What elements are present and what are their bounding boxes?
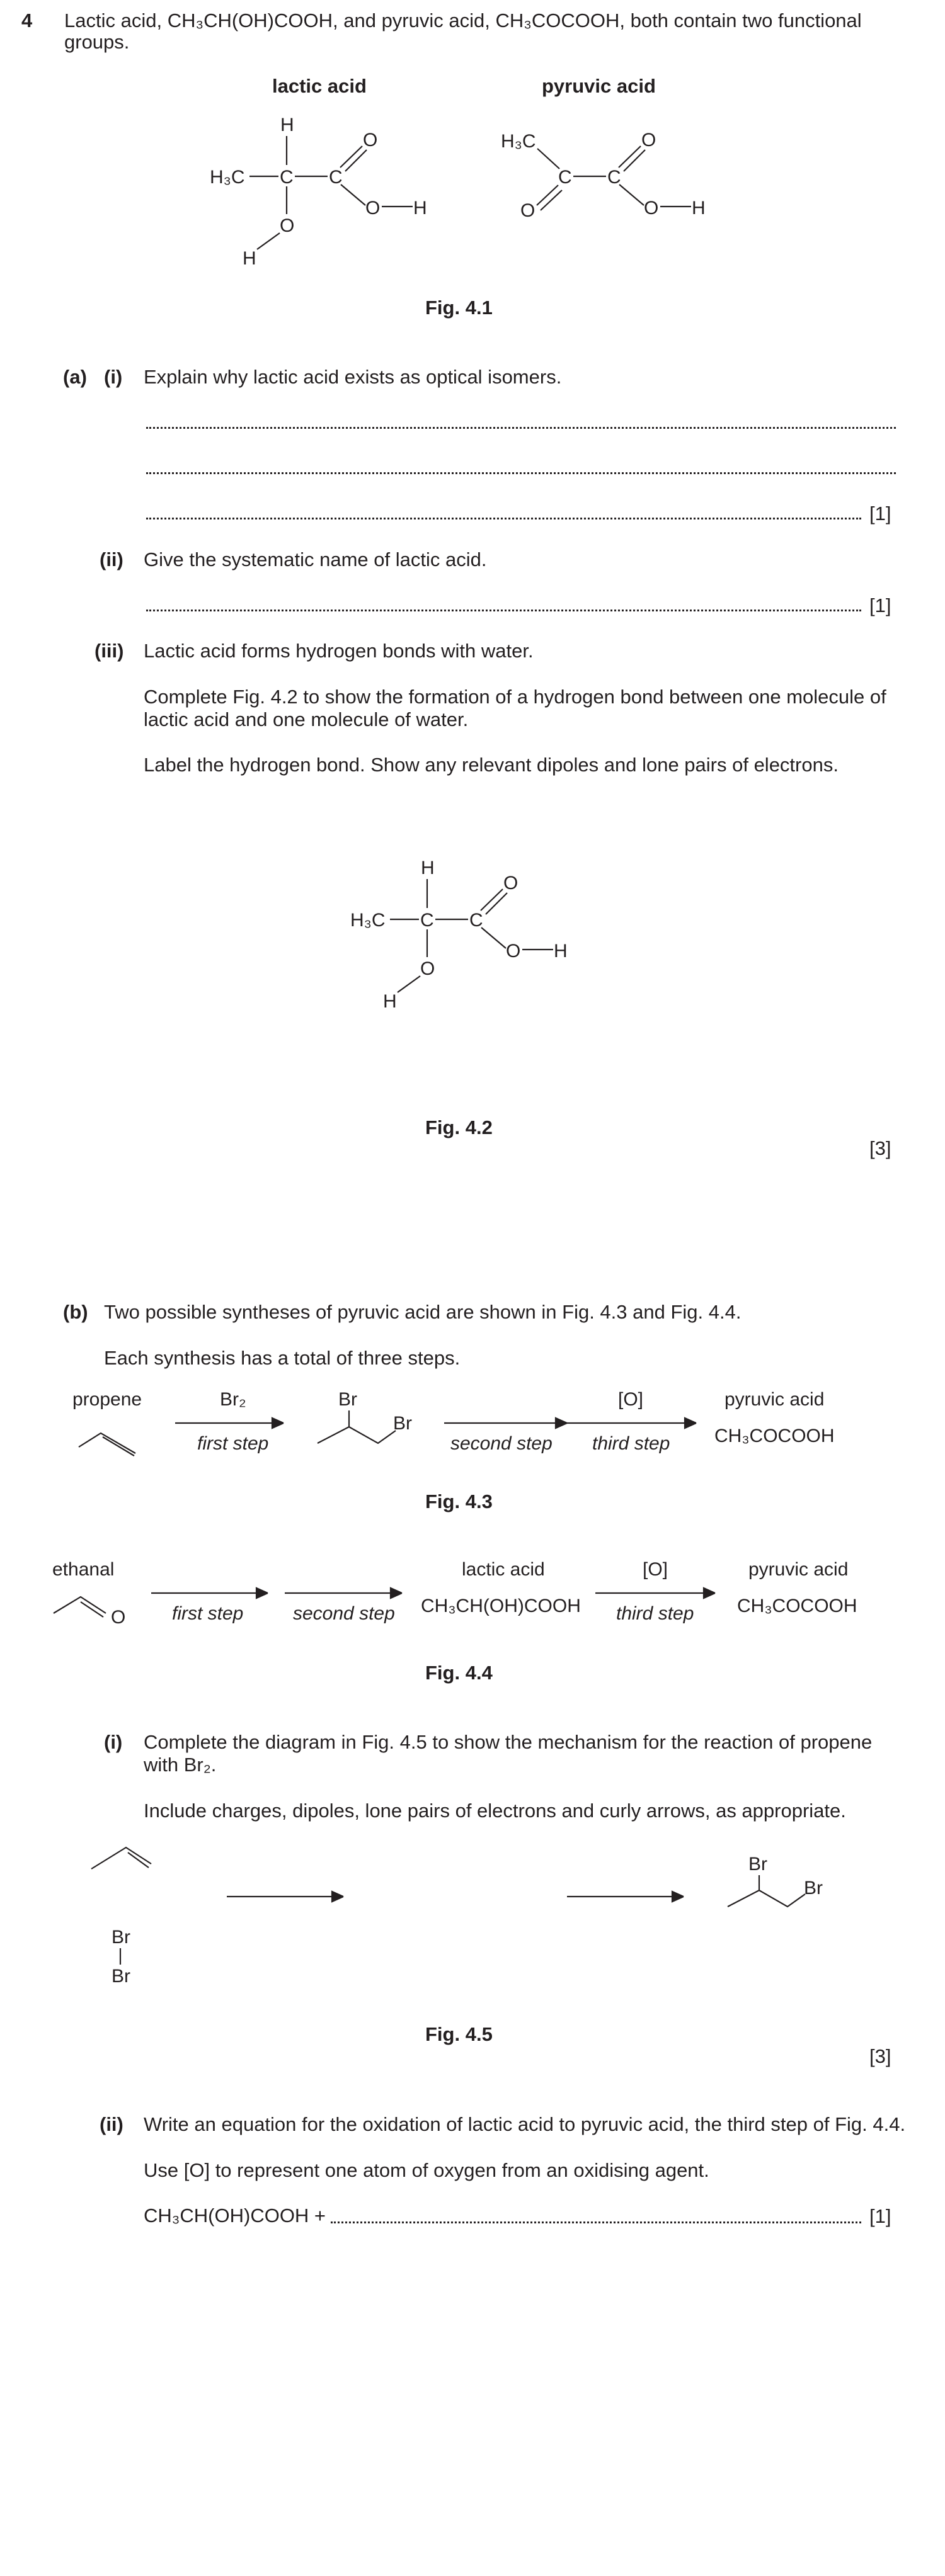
third-step-label: third step [616,1603,694,1624]
intro-text-line1: Lactic acid, CH₃CH(OH)COOH, and pyruvic acid, CH₃COCOOH, both contain two functional [64,9,862,31]
propene-skeletal [91,1847,151,1869]
part-a-iii-text3: Label the hydrogen bond. Show any relevant dipoles and lone pairs of electrons. [144,754,839,776]
fig-4-3-scheme [0,1379,945,1480]
part-a-label: (a) [63,366,87,388]
lactic-acid-formula: CH₃CH(OH)COOH [421,1596,581,1616]
atom-c-carboxyl: C [329,167,343,188]
fig-4-2-lactic-acid-structure[interactable] [0,844,945,1033]
propene-skeletal [79,1433,135,1453]
atom-o-hydroxyl: O [506,941,521,962]
atom-c-keto: C [558,167,572,188]
fig-4-2-caption: Fig. 4.2 [425,1116,493,1138]
answer-line[interactable] [146,610,861,611]
atom-c-center: C [420,910,434,931]
atom-br-bottom: Br [112,1966,130,1987]
atom-o-alcohol: O [420,958,435,979]
atom-o-double: O [641,130,656,150]
part-b-i-label: (i) [104,1731,123,1753]
atom-o-double: O [363,130,378,150]
answer-line[interactable] [146,427,896,429]
fig-4-5-caption: Fig. 4.5 [425,2023,493,2045]
ethanal-skeletal [54,1597,106,1613]
fig-4-4-scheme [0,1549,945,1650]
part-a-ii-text: Give the systematic name of lactic acid. [144,548,487,570]
arrow-head [556,1418,567,1428]
atom-o-hydroxyl: O [365,198,381,218]
arrow-head [685,1418,696,1428]
lactic-acid-label: lactic acid [272,75,367,97]
atom-o-double: O [503,873,518,894]
arrow-head [272,1418,284,1428]
atom-o-alcohol: O [280,215,295,236]
atom-br: Br [804,1878,823,1898]
dibromopropane-skeletal [318,1427,396,1443]
second-step-label: second step [293,1603,395,1624]
arrow-head [332,1892,343,1902]
part-b-label: (b) [63,1301,88,1323]
question-number: 4 [21,9,33,31]
mark-allocation: [1] [869,502,891,525]
atom-h-hydroxyl: H [554,941,568,962]
fig-4-1-caption: Fig. 4.1 [425,297,493,319]
atom-h-alcohol: H [243,248,256,269]
mark-allocation: [3] [869,2045,891,2067]
part-a-iii-text2b: lactic acid and one molecule of water. [144,708,469,730]
atom-br-top: Br [112,1927,130,1948]
pyruvic-acid-label: pyruvic acid [542,75,656,97]
pyruvic-acid-formula: CH₃COCOOH [714,1426,835,1446]
part-a-i-text: Explain why lactic acid exists as optical isomers. [144,366,562,388]
atom-br: Br [393,1413,412,1434]
equation-prefix: CH₃CH(OH)COOH + [144,2204,326,2227]
part-b-ii-label: (ii) [100,2113,123,2135]
part-a-ii-label: (ii) [100,548,123,570]
oxidant-label: [O] [643,1559,668,1580]
atom-o: O [111,1607,126,1628]
arrow-head [704,1588,715,1598]
atom-h3c: H₃C [350,910,386,931]
dibromopropane-skeletal [728,1890,805,1907]
answer-line[interactable] [146,518,861,519]
atom-c-center: C [280,167,294,188]
pyruvic-acid-structure [501,130,706,221]
part-b-ii-text2: Use [O] to represent one atom of oxygen from an oxidising agent. [144,2159,709,2181]
oxidant-label: [O] [618,1389,644,1410]
part-a-iii-text1: Lactic acid forms hydrogen bonds with water. [144,640,534,662]
pyruvic-acid-label: pyruvic acid [724,1389,825,1410]
first-step-label: first step [197,1433,269,1454]
arrow-head [391,1588,402,1598]
part-b-ii-text1: Write an equation for the oxidation of lactic acid to pyruvic acid, the third step of Fig. 4.4. [144,2113,906,2135]
answer-line[interactable] [146,472,896,474]
third-step-label: third step [592,1433,670,1454]
arrow-head [256,1588,268,1598]
atom-h3c: H₃C [501,131,536,152]
lactic-acid-label: lactic acid [462,1559,545,1580]
atom-o-keto: O [520,200,536,221]
pyruvic-acid-formula: CH₃COCOOH [737,1596,857,1616]
part-b-i-text1: Complete the diagram in Fig. 4.5 to show the mechanism for the reaction of propene [144,1731,873,1753]
fig-4-3-caption: Fig. 4.3 [425,1490,493,1512]
fig-4-1-structures [0,0,945,290]
arrow-head [672,1892,684,1902]
atom-h-alcohol: H [383,991,397,1012]
mark-allocation: [1] [869,594,891,616]
atom-o-hydroxyl: O [644,198,659,218]
br2-reagent: Br₂ [220,1389,246,1410]
atom-c-carboxyl: C [607,167,621,188]
mark-allocation: [3] [869,1137,891,1159]
ethanal-label: ethanal [52,1559,115,1580]
propene-double-bond [103,1437,134,1456]
part-b-i-text3: Include charges, dipoles, lone pairs of electrons and curly arrows, as appropriate. [144,1800,846,1822]
propene-label: propene [72,1389,142,1410]
pyruvic-acid-label: pyruvic acid [748,1559,849,1580]
atom-h-top: H [280,115,294,135]
atom-h-hydroxyl: H [413,198,427,218]
equation-answer-line[interactable] [331,2221,861,2223]
intro-text-line2: groups. [64,31,130,53]
atom-br: Br [338,1389,357,1410]
part-b-text1: Two possible syntheses of pyruvic acid are shown in Fig. 4.3 and Fig. 4.4. [104,1301,742,1323]
part-b-text2: Each synthesis has a total of three steps. [104,1347,461,1369]
part-a-i-label: (i) [104,366,123,388]
part-a-iii-text2a: Complete Fig. 4.2 to show the formation of a hydrogen bond between one molecule of [144,686,886,708]
atom-h3c: H₃C [210,167,245,188]
second-step-label: second step [450,1433,553,1454]
atom-c-carboxyl: C [469,910,483,931]
atom-br: Br [748,1854,767,1875]
mark-allocation: [1] [869,2205,891,2227]
part-b-i-text2: with Br₂. [144,1754,217,1776]
lactic-acid-structure [210,115,427,269]
atom-h-top: H [421,858,435,878]
first-step-label: first step [172,1603,244,1624]
fig-4-4-caption: Fig. 4.4 [425,1662,493,1684]
atom-h-hydroxyl: H [692,198,706,218]
part-a-iii-label: (iii) [94,640,124,662]
fig-4-5-mechanism[interactable] [0,1826,945,2015]
